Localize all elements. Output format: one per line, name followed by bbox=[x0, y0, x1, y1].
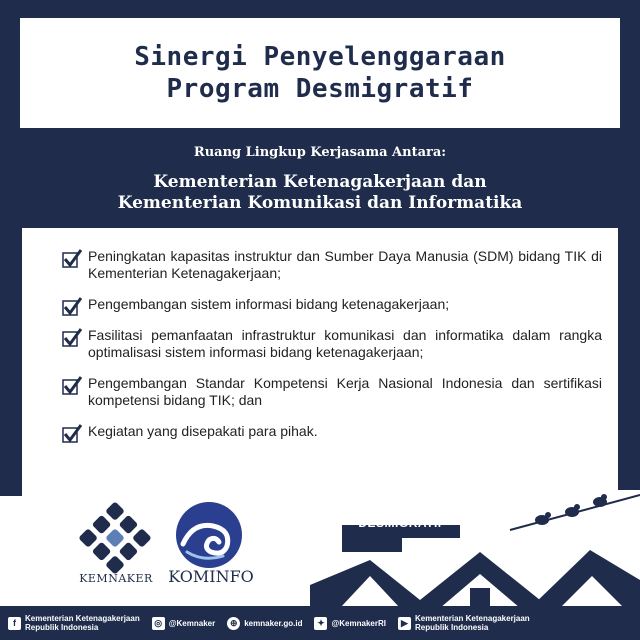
title-line-1: Sinergi Penyelenggaraan bbox=[134, 42, 506, 72]
scope-list bbox=[62, 248, 602, 454]
kemnaker-logo-text: KEMNAKER bbox=[79, 572, 153, 585]
list-item bbox=[62, 248, 602, 282]
list-item bbox=[62, 423, 602, 440]
ministries-heading bbox=[0, 172, 640, 214]
footer-twitter[interactable] bbox=[314, 617, 386, 630]
footer-youtube-line1: Kementerian Ketenagakerjaan bbox=[414, 614, 530, 623]
list-item-text: Pengembangan sistem informasi bidang ketenagakerjaan; bbox=[88, 296, 450, 312]
list-item bbox=[62, 327, 602, 361]
globe-icon: ⊕ bbox=[227, 617, 240, 630]
footer-web[interactable] bbox=[227, 617, 302, 630]
subtitle: Ruang Lingkup Kerjasama Antara: bbox=[193, 145, 447, 160]
list-item-text: Peningkatan kapasitas instruktur dan Sumber Daya Manusia (SDM) bidang TIK di Kementerian Ketenagakerjaan; bbox=[88, 248, 602, 281]
footer-facebook[interactable] bbox=[8, 614, 140, 632]
footer-facebook-line1: Kementerian Ketenagakerjaan bbox=[25, 614, 140, 623]
instagram-icon: ◎ bbox=[152, 617, 165, 630]
checkbox-check-icon bbox=[62, 328, 82, 348]
desmigratif-banner: DESMIGRATIF bbox=[358, 516, 446, 530]
footer-youtube[interactable] bbox=[398, 614, 530, 632]
list-item-text: Kegiatan yang disepakati para pihak. bbox=[88, 423, 318, 439]
facebook-icon: f bbox=[8, 617, 21, 630]
checkbox-check-icon bbox=[62, 376, 82, 396]
ministry-line-2: Kementerian Komunikasi dan Informatika bbox=[117, 193, 523, 213]
list-item-text: Fasilitasi pemanfaatan infrastruktur komunikasi dan informatika dalam rangka optimalisasi sistem informasi bidang ketenagakerjaan; bbox=[88, 327, 602, 360]
youtube-icon: ▶ bbox=[398, 617, 411, 630]
kemnaker-logo-icon bbox=[75, 500, 155, 578]
footer bbox=[0, 606, 640, 640]
list-item bbox=[62, 375, 602, 409]
title-box bbox=[20, 18, 620, 128]
content-panel bbox=[22, 228, 618, 496]
footer-web-text: kemnaker.go.id bbox=[244, 618, 303, 628]
twitter-icon: ✦ bbox=[314, 617, 327, 630]
houses-illustration-icon bbox=[310, 490, 640, 608]
footer-instagram-text: @Kemnaker bbox=[168, 618, 216, 628]
checkbox-check-icon bbox=[62, 297, 82, 317]
kominfo-logo-text: KOMINFO bbox=[168, 567, 254, 586]
checkbox-check-icon bbox=[62, 249, 82, 269]
footer-instagram[interactable] bbox=[152, 617, 216, 630]
checkbox-check-icon bbox=[62, 424, 82, 444]
footer-twitter-text: @KemnakerRI bbox=[331, 618, 386, 628]
list-item bbox=[62, 296, 602, 313]
list-item-text: Pengembangan Standar Kompetensi Kerja Nasional Indonesia dan sertifikasi kompetensi bidang TIK; dan bbox=[88, 375, 602, 408]
kominfo-logo-icon bbox=[173, 500, 245, 570]
title-line-2: Program Desmigratif bbox=[166, 74, 474, 104]
footer-youtube-line2: Republik Indonesia bbox=[414, 623, 489, 632]
ministry-line-1: Kementerian Ketenagakerjaan dan bbox=[153, 172, 487, 192]
footer-facebook-line2: Republik Indonesia bbox=[25, 623, 99, 632]
